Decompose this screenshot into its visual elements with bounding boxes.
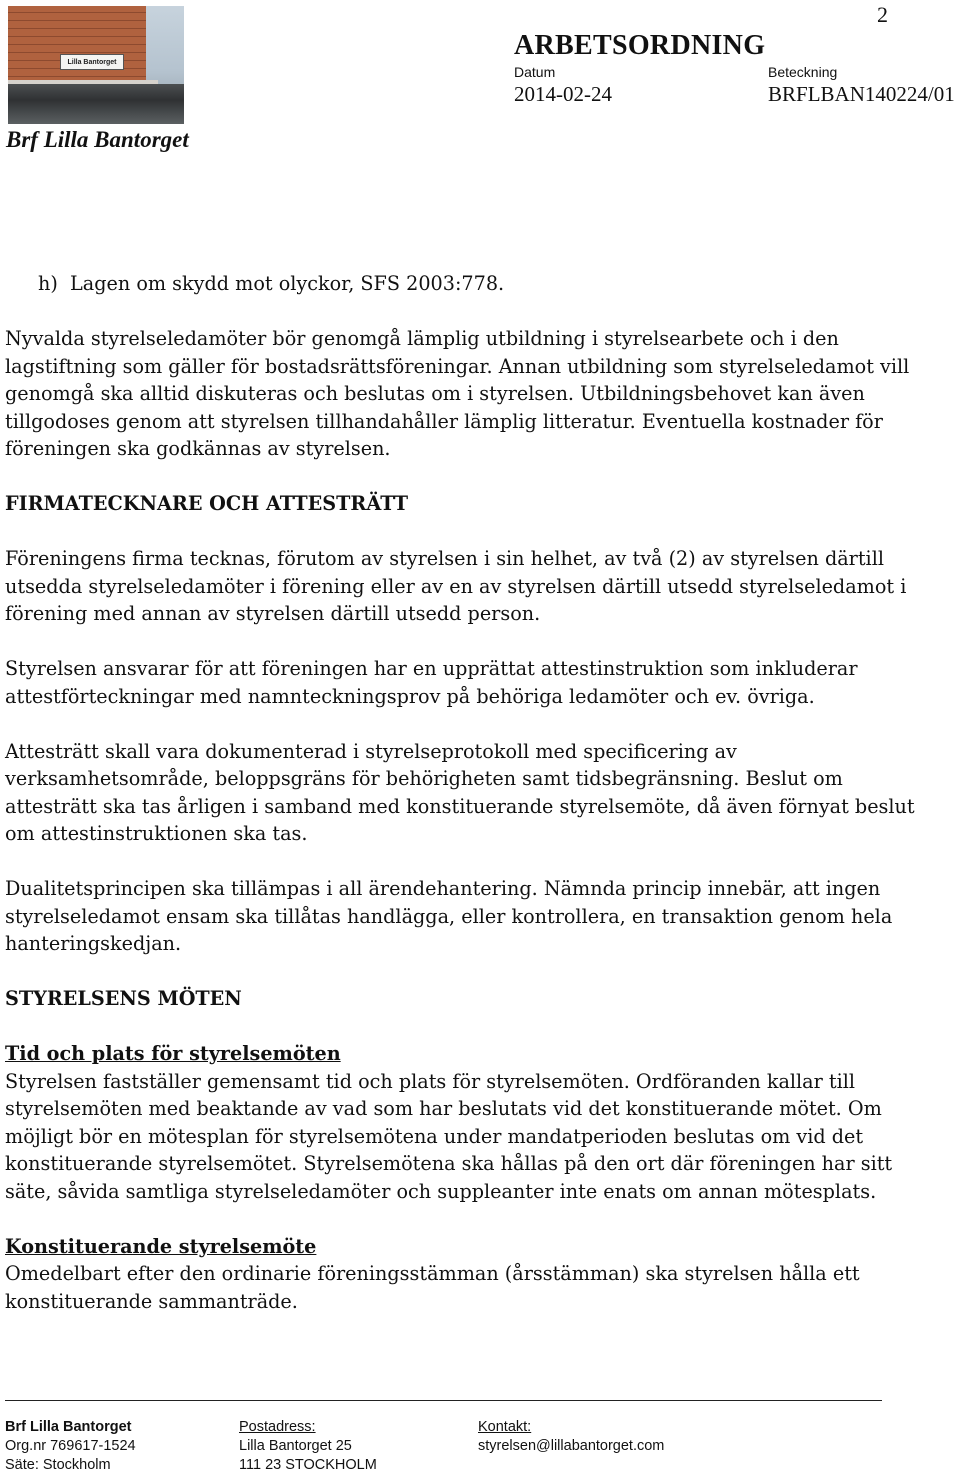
paragraph-training-part1: Nyvalda styrelseledamöter bör genomgå lämplig utbildning i styrelsearbete och i den lagstiftning som gäller för bostadsrättsföreningar. [5,327,839,378]
footer-contact [478,1418,664,1456]
footer-contact-email[interactable]: styrelsen@lillabantorget.com [478,1438,665,1454]
paragraph-time-place [5,1068,940,1206]
document-title: ARBETSORDNING [514,30,766,61]
paragraph-time-place-part1: Styrelsen fastställer gemensamt tid och plats för styrelsemöten. [5,1069,630,1093]
footer-association-name: Brf Lilla Bantorget [5,1419,132,1435]
brand-name: Brf Lilla Bantorget [6,127,189,152]
association-logo [8,6,184,124]
heading-meetings: STYRELSENS MÖTEN [5,987,242,1010]
paragraph-time-place-part2: Ordföranden kallar till styrelsemöten med beaktande av vad som har beslutats vid det konstituerande mötet. Om möjligt bör en mötesplan för styrelsemötena under mandatperioden beslutas om vid det konstituerande styrelsemötet. [5,1069,882,1175]
paragraph-training [5,325,940,463]
paragraph-attest-right: Attesträtt skall vara dokumenterad i styrelseprotokoll med specificering av verksamhetsområde, beloppsgräns för behörigheten samt tidsbegränsning. Beslut om attesträtt ska tas årligen i samband med konstituerande styrelsemöte, då även förnyat beslut om attestinstruktionen ska tas. [5,739,915,845]
footer-org-number: Org.nr 769617-1524 [5,1438,136,1454]
reference-label: Beteckning [768,64,838,80]
document-body [5,270,940,1315]
paragraph-training-part2: Annan utbildning som styrelseledamot vill genomgå ska alltid diskuteras och beslutas om i styrelsen. Utbildningsbehovet kan även tillgodoses genom att styrelsen tillhandahåller lämplig litteratur. Eventuella kostnader för föreningen ska godkännas av styrelsen. [5,354,910,460]
footer-seat: Säte: Stockholm [5,1457,111,1473]
reference-value: BRFLBAN140224/01 [768,82,955,106]
footer-postal-address [239,1418,377,1475]
footer-street: Lilla Bantorget 25 [239,1438,352,1454]
subheading-constituent: Konstituerande styrelsemöte [5,1234,317,1258]
subheading-time-place: Tid och plats för styrelsemöten [5,1042,341,1065]
page-number: 2 [877,2,888,27]
date-value: 2014-02-24 [514,82,612,106]
logo-sign: Lilla Bantorget [60,54,124,70]
paragraph-constituent: Omedelbart efter den ordinarie föreningsstämman (årsstämman) ska styrelsen hålla ett konstituerande sammanträde. [5,1262,860,1313]
footer-city: 111 23 STOCKHOLM [239,1457,377,1473]
paragraph-attest-instruction: Styrelsen ansvarar för att föreningen har en upprättat attestinstruktion som inkluderar attestförteckningar med namnteckningsprov på behöriga ledamöter och ev. övriga. [5,657,858,708]
date-label: Datum [514,64,556,80]
paragraph-duality: Dualitetsprincipen ska tillämpas i all ärendehantering. Nämnda princip innebär, att ingen styrelseledamot ensam ska tillåtas handlägga, eller kontrollera, en transaktion genom hela hanteringskedjan. [5,877,893,955]
list-item-h: h) Lagen om skydd mot olyckor, SFS 2003:778. [38,272,505,295]
footer-divider [5,1400,882,1401]
paragraph-time-place-part3: Styrelsemötena ska hållas på den ort där föreningen har sitt säte, såvida samtliga styrelseledamöter och suppleanter inte enats om annan mötesplats. [5,1152,893,1203]
footer-contact-label: Kontakt: [478,1419,532,1435]
paragraph-signatory: Föreningens firma tecknas, förutom av styrelsen i sin helhet, av två (2) av styrelsen därtill utsedda styrelseledamöter i förening eller av en av styrelsen därtill utsedd styrelseledamot i förening med annan av styrelsen därtill utsedd person. [5,547,907,625]
footer-postal-label: Postadress: [239,1419,316,1435]
footer-association [5,1418,136,1475]
heading-signatory: FIRMATECKNARE OCH ATTESTRÄTT [5,492,409,515]
